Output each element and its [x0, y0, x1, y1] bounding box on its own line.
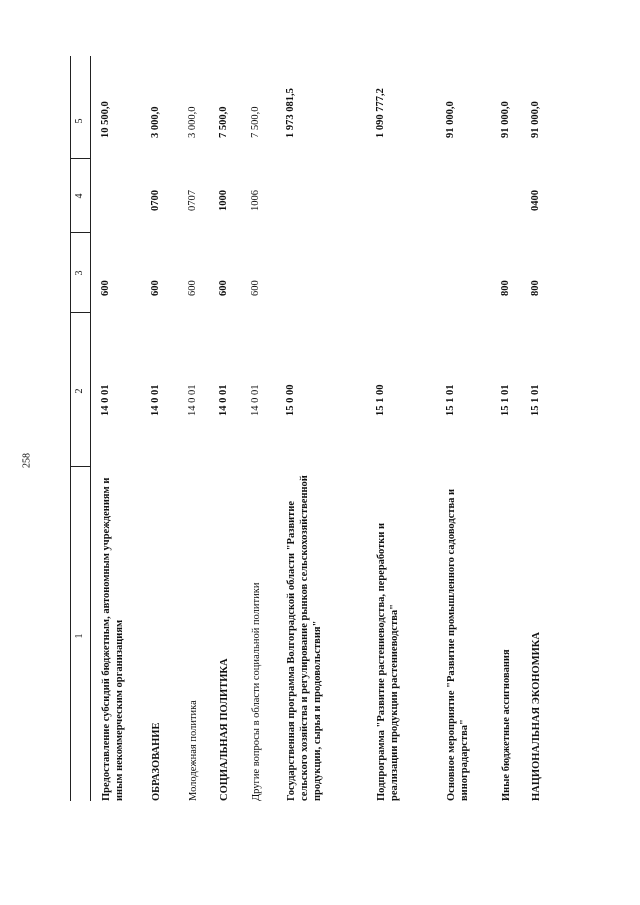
- page-number: 258: [21, 453, 33, 468]
- row-amount: 3 000,0: [187, 106, 198, 138]
- row-code: 14 0 01: [250, 384, 261, 416]
- row-expense-type: 600: [250, 280, 261, 296]
- table-top-rule: [70, 56, 71, 801]
- row-code: 15 1 01: [445, 384, 456, 416]
- row-expense-type: 600: [100, 280, 111, 296]
- header-col-1: 1: [74, 633, 85, 639]
- row-section: 0400: [530, 190, 541, 211]
- row-name: СОЦИАЛЬНАЯ ПОЛИТИКА: [219, 658, 230, 801]
- row-expense-type: 600: [187, 280, 198, 296]
- row-code: 14 0 01: [150, 384, 161, 416]
- row-code: 15 1 01: [530, 384, 541, 416]
- row-expense-type: 600: [150, 280, 161, 296]
- row-section: 1006: [250, 190, 261, 211]
- row-name: Другие вопросы в области социальной политики: [251, 582, 262, 801]
- row-name: Основное мероприятие "Развитие промышленного садоводства и виноградарства": [446, 488, 471, 801]
- row-section: 1000: [218, 190, 229, 211]
- row-amount: 1 090 777,2: [375, 88, 386, 138]
- row-amount: 3 000,0: [150, 106, 161, 138]
- row-name: Иные бюджетные ассигнования: [501, 649, 512, 801]
- header-col-4: 4: [74, 193, 85, 199]
- row-amount: 91 000,0: [445, 101, 456, 138]
- row-name: Подпрограмма "Развитие растениеводства, переработки и реализации продукции растениеводства": [376, 522, 401, 801]
- row-section: 0707: [187, 190, 198, 211]
- row-amount: 91 000,0: [530, 101, 541, 138]
- row-code: 14 0 01: [100, 384, 111, 416]
- row-code: 15 0 00: [285, 384, 296, 416]
- header-col-2: 2: [74, 388, 85, 394]
- row-amount: 7 500,0: [250, 106, 261, 138]
- row-amount: 91 000,0: [500, 101, 511, 138]
- row-amount: 7 500,0: [218, 106, 229, 138]
- header-col-5: 5: [74, 118, 85, 124]
- row-expense-type: 800: [530, 280, 541, 296]
- row-expense-type: 600: [218, 280, 229, 296]
- row-name: Государственная программа Волгоградской области "Развитие сельского хозяйства и регулирование рынков сельскохозяйственной продукции, сырья и продовольствия": [286, 475, 324, 801]
- budget-table: [70, 56, 542, 801]
- header-divider: [70, 312, 90, 313]
- row-code: 15 1 00: [375, 384, 386, 416]
- header-divider: [70, 232, 90, 233]
- row-name: НАЦИОНАЛЬНАЯ ЭКОНОМИКА: [531, 632, 542, 801]
- header-divider: [70, 158, 90, 159]
- row-name: Молодежная политика: [188, 700, 199, 801]
- header-divider: [70, 466, 90, 467]
- row-code: 14 0 01: [187, 384, 198, 416]
- row-expense-type: 800: [500, 280, 511, 296]
- header-bottom-rule: [90, 56, 91, 801]
- row-name: ОБРАЗОВАНИЕ: [151, 722, 162, 801]
- row-name: Предоставление субсидий бюджетным, автономным учреждениям и иным некоммерческим организациям: [101, 477, 126, 801]
- row-code: 14 0 01: [218, 384, 229, 416]
- row-amount: 10 500,0: [100, 101, 111, 138]
- row-amount: 1 973 081,5: [285, 88, 296, 138]
- row-section: 0700: [150, 190, 161, 211]
- row-code: 15 1 01: [500, 384, 511, 416]
- header-col-3: 3: [74, 270, 85, 276]
